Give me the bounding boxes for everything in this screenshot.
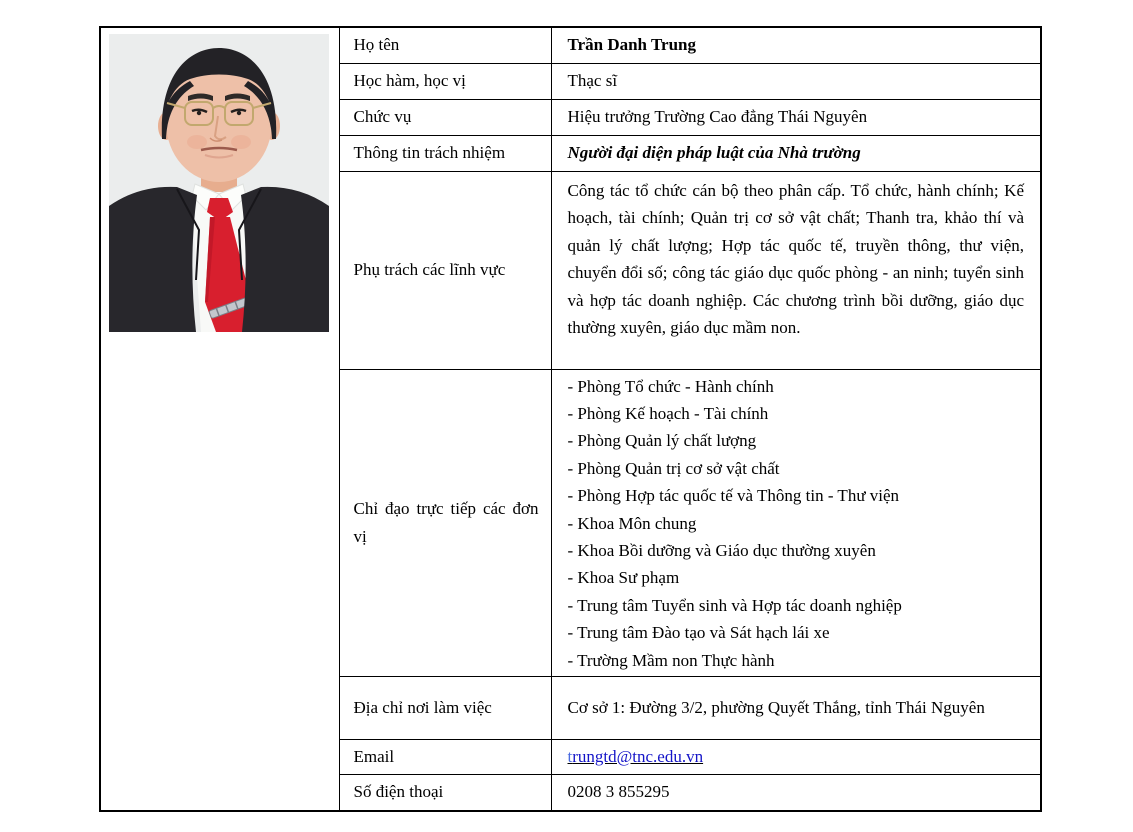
email-link[interactable] xyxy=(568,747,704,766)
unit-list-item: - Phòng Hợp tác quốc tế và Thông tin - Thư viện xyxy=(567,486,900,506)
value-chuc-vu: Hiệu trưởng Trường Cao đẳng Thái Nguyên xyxy=(551,99,1041,135)
unit-list-item: - Trường Mầm non Thực hành xyxy=(567,650,775,670)
email-text-rest: rungtd@tnc.edu.vn xyxy=(572,746,704,766)
value-hoc-ham: Thạc sĩ xyxy=(551,63,1041,99)
unit-list-item: - Trung tâm Tuyển sinh và Hợp tác doanh nghiệp xyxy=(567,595,902,615)
unit-list-item: - Phòng Tổ chức - Hành chính xyxy=(567,376,774,396)
unit-list-item: - Trung tâm Đào tạo và Sát hạch lái xe xyxy=(567,623,830,643)
value-phu-trach: Công tác tổ chức cán bộ theo phân cấp. Tổ chức, hành chính; Kế hoạch, tài chính; Quản trị cơ sở vật chất; Thanh tra, khảo thí và quản lý chất lượng; Hợp tác quốc tế, truyền thông, thư viện, chuyển đổi số; công tác giáo dục quốc phòng - an ninh; tuyển sinh và hợp tác doanh nghiệp. Các chương trình bồi dưỡng, giáo dục thường xuyên, giáo dục mầm non. xyxy=(551,171,1041,369)
value-so-dien-thoai: 0208 3 855295 xyxy=(551,774,1041,811)
unit-list-item: - Phòng Quản lý chất lượng xyxy=(567,431,757,451)
row-label-chi-dao: Chỉ đạo trực tiếp các đơn vị xyxy=(339,369,551,676)
unit-list-item: - Khoa Sư phạm xyxy=(567,568,680,588)
value-ho-ten: Trần Danh Trung xyxy=(551,27,1041,63)
unit-list-item: - Khoa Bồi dưỡng và Giáo dục thường xuyên xyxy=(567,540,876,560)
photo-cell xyxy=(100,27,339,811)
value-trach-nhiem: Người đại diện pháp luật của Nhà trường xyxy=(551,135,1041,171)
row-label-so-dien-thoai: Số điện thoại xyxy=(339,774,551,811)
portrait-photo xyxy=(109,34,329,332)
unit-list-item: - Phòng Kế hoạch - Tài chính xyxy=(567,403,769,423)
value-email xyxy=(551,739,1041,774)
value-dia-chi: Cơ sở 1: Đường 3/2, phường Quyết Thắng, tỉnh Thái Nguyên xyxy=(551,676,1041,739)
email-text-first: t xyxy=(567,746,573,766)
profile-table xyxy=(99,26,1042,812)
row-label-email: Email xyxy=(339,739,551,774)
unit-list-item: - Phòng Quản trị cơ sở vật chất xyxy=(567,458,780,478)
row-label-dia-chi: Địa chỉ nơi làm việc xyxy=(339,676,551,739)
row-label-ho-ten: Họ tên xyxy=(339,27,551,63)
unit-list-item: - Khoa Môn chung xyxy=(567,513,697,533)
row-label-trach-nhiem: Thông tin trách nhiệm xyxy=(339,135,551,171)
value-chi-dao xyxy=(551,369,1041,676)
row-label-hoc-ham: Học hàm, học vị xyxy=(339,63,551,99)
row-label-chuc-vu: Chức vụ xyxy=(339,99,551,135)
table-row xyxy=(100,27,1041,63)
row-label-phu-trach: Phụ trách các lĩnh vực xyxy=(339,171,551,369)
